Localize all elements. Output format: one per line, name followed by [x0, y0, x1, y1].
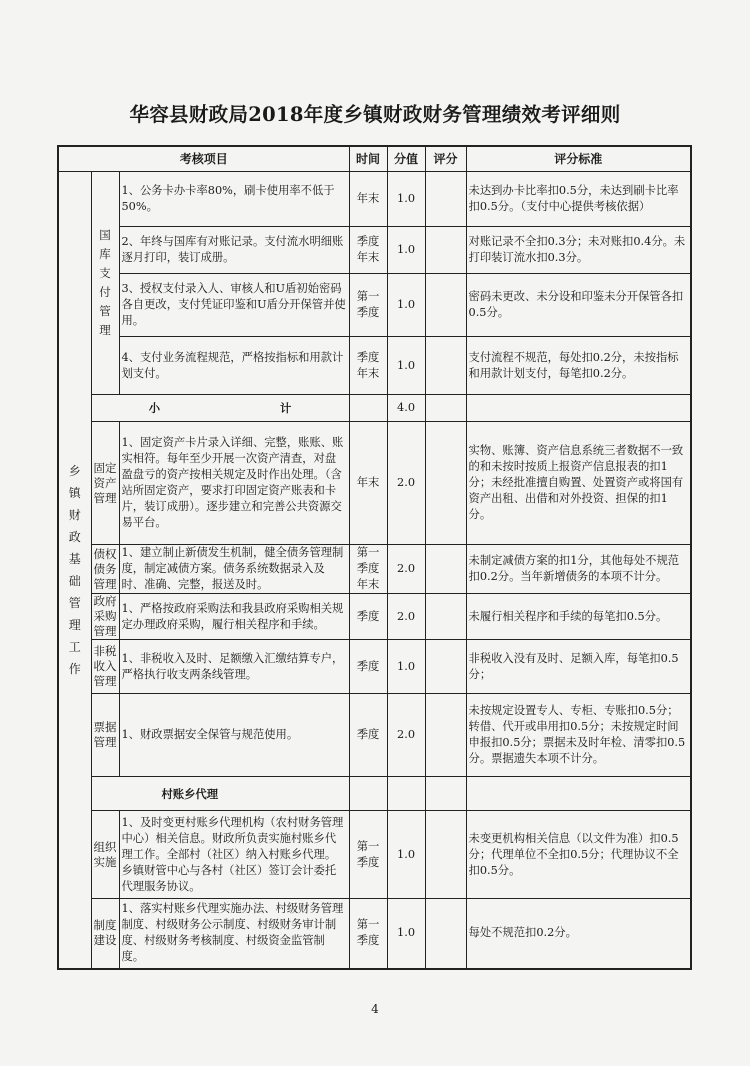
subtotal-row — [58, 395, 691, 422]
subtotal-criteria — [466, 395, 691, 422]
score-cell — [387, 777, 425, 811]
table-row — [58, 899, 691, 969]
page-number: 4 — [371, 1002, 379, 1016]
item-text: 1、固定资产卡片录入详细、完整，账账、账实相符。每年至少开展一次资产清查，对盘盈盘亏的资产按相关规定及时作出处理。（含站所固定资产，要求打印固定资产账表和卡片，装订成册）。逐步建立和完善公共资源交易平台。 — [119, 422, 349, 545]
rating-cell — [425, 899, 466, 969]
category-label — [58, 172, 91, 969]
table-row — [58, 274, 691, 337]
header-score: 分值 — [387, 146, 425, 172]
time-cell: 季度年末 — [349, 337, 387, 395]
table-row — [58, 422, 691, 545]
item-text: 1、财政票据安全保管与规范使用。 — [119, 694, 349, 777]
table-row — [58, 172, 691, 227]
criteria-cell: 未履行相关程序和手续的每笔扣0.5分。 — [466, 594, 691, 640]
score-cell: 1.0 — [387, 640, 425, 694]
header-criteria: 评分标准 — [466, 146, 691, 172]
rating-cell — [425, 777, 466, 811]
village-heading: 村账乡代理 — [91, 777, 349, 811]
score-cell: 1.0 — [387, 227, 425, 274]
subtotal-label — [91, 395, 349, 422]
rating-cell — [425, 337, 466, 395]
header-time: 时间 — [349, 146, 387, 172]
rating-cell — [425, 274, 466, 337]
subtotal-rating — [425, 395, 466, 422]
table-header-row — [58, 146, 691, 172]
score-cell: 1.0 — [387, 337, 425, 395]
subtotal-time — [349, 395, 387, 422]
header-item: 考核项目 — [58, 146, 349, 172]
subcategory-label: 制度建设 — [91, 899, 119, 969]
time-cell: 第一季度 — [349, 274, 387, 337]
criteria-cell: 未制定减债方案的扣1分，其他每处不规范扣0.2分。当年新增债务的本项不计分。 — [466, 545, 691, 594]
criteria-cell: 支付流程不规范，每处扣0.2分，未按指标和用款计划支付，每笔扣0.2分。 — [466, 337, 691, 395]
criteria-cell: 每处不规范扣0.2分。 — [466, 899, 691, 969]
time-cell: 季度 — [349, 594, 387, 640]
time-cell: 第一季度年末 — [349, 545, 387, 594]
rating-cell — [425, 227, 466, 274]
criteria-cell: 未按规定设置专人、专柜、专账扣0.5分；转借、代开或串用扣0.5分；未按规定时间申报扣0.5分；票据未及时年检、清零扣0.5分。票据遗失本项不计分。 — [466, 694, 691, 777]
score-cell: 1.0 — [387, 811, 425, 899]
subtotal-label-2: 计 — [280, 401, 292, 415]
rating-cell — [425, 172, 466, 227]
table-row — [58, 227, 691, 274]
item-text: 1、落实村账乡代理实施办法、村级财务管理制度、村级财务公示制度、村级财务审计制度、村级财务考核制度、村级资金监管制度。 — [119, 899, 349, 969]
subcategory-label — [91, 172, 119, 395]
item-text: 1、公务卡办卡率80%，刷卡使用率不低于50%。 — [119, 172, 349, 227]
score-cell: 2.0 — [387, 594, 425, 640]
time-cell: 季度年末 — [349, 227, 387, 274]
assessment-table — [57, 145, 692, 970]
rating-cell — [425, 640, 466, 694]
time-cell: 季度 — [349, 640, 387, 694]
table-row — [58, 337, 691, 395]
time-cell: 第一季度 — [349, 899, 387, 969]
score-cell: 1.0 — [387, 899, 425, 969]
rating-cell — [425, 545, 466, 594]
item-text: 2、年终与国库有对账记录。支付流水明细账逐月打印，装订成册。 — [119, 227, 349, 274]
criteria-cell: 对账记录不全扣0.3分；未对账扣0.4分。未打印装订流水扣0.3分。 — [466, 227, 691, 274]
item-text: 1、严格按政府采购法和我县政府采购相关规定办理政府采购，履行相关程序和手续。 — [119, 594, 349, 640]
score-cell: 2.0 — [387, 694, 425, 777]
criteria-cell: 未变更机构相关信息（以文件为准）扣0.5分；代理单位不全扣0.5分；代理协议不全扣0.5分。 — [466, 811, 691, 899]
score-cell: 1.0 — [387, 172, 425, 227]
subcategory-label: 组织实施 — [91, 811, 119, 899]
item-text: 1、及时变更村账乡代理机构（农村财务管理中心）相关信息。财政所负责实施村账乡代理工作。全部村（社区）纳入村账乡代理。乡镇财管中心与各村（社区）签订会计委托代理服务协议。 — [119, 811, 349, 899]
item-text: 1、非税收入及时、足额缴入汇缴结算专户，严格执行收支两条线管理。 — [119, 640, 349, 694]
subcategory-label: 非税收入管理 — [91, 640, 119, 694]
rating-cell — [425, 422, 466, 545]
subcategory-label: 债权债务管理 — [91, 545, 119, 594]
criteria-cell — [466, 777, 691, 811]
item-text: 4、支付业务流程规范，严格按指标和用款计划支付。 — [119, 337, 349, 395]
rating-cell — [425, 594, 466, 640]
score-cell: 1.0 — [387, 274, 425, 337]
score-cell: 2.0 — [387, 422, 425, 545]
category-text: 乡镇财政基础管理工作 — [68, 463, 81, 676]
rating-cell — [425, 694, 466, 777]
score-cell: 2.0 — [387, 545, 425, 594]
subcategory-label: 票据管理 — [91, 694, 119, 777]
time-cell: 年末 — [349, 172, 387, 227]
village-heading-row — [58, 777, 691, 811]
header-rating: 评分 — [425, 146, 466, 172]
time-cell: 年末 — [349, 422, 387, 545]
criteria-cell: 未达到办卡比率扣0.5分，未达到刷卡比率扣0.5分。（支付中心提供考核依据） — [466, 172, 691, 227]
subcategory-label: 固定资产管理 — [91, 422, 119, 545]
table-row — [58, 811, 691, 899]
table-row — [58, 545, 691, 594]
document-title: 华容县财政局2018年度乡镇财政财务管理绩效考评细则 — [129, 103, 621, 126]
subtotal-score: 4.0 — [387, 395, 425, 422]
subcategory-label: 政府采购管理 — [91, 594, 119, 640]
rating-cell — [425, 811, 466, 899]
subtotal-label-1: 小 — [148, 401, 161, 415]
table-row — [58, 594, 691, 640]
time-cell: 季度 — [349, 694, 387, 777]
subcategory-text: 国库支付管理 — [99, 228, 111, 337]
time-cell — [349, 777, 387, 811]
criteria-cell: 非税收入没有及时、足额入库，每笔扣0.5分； — [466, 640, 691, 694]
item-text: 3、授权支付录入人、审核人和U盾初始密码各自更改，支付凭证印鉴和U盾分开保管并使用。 — [119, 274, 349, 337]
criteria-cell: 实物、账簿、资产信息系统三者数据不一致的和未按时按质上报资产信息报表的扣1分；未经批准擅自购置、处置资产或将国有资产出租、出借和对外投资、担保的扣1分。 — [466, 422, 691, 545]
item-text: 1、建立制止新债发生机制，健全债务管理制度，制定减债方案。债务系统数据录入及时、准确、完整，报送及时。 — [119, 545, 349, 594]
table-row — [58, 694, 691, 777]
table-row — [58, 640, 691, 694]
criteria-cell: 密码未更改、未分设和印鉴未分开保管各扣0.5分。 — [466, 274, 691, 337]
time-cell: 第一季度 — [349, 811, 387, 899]
